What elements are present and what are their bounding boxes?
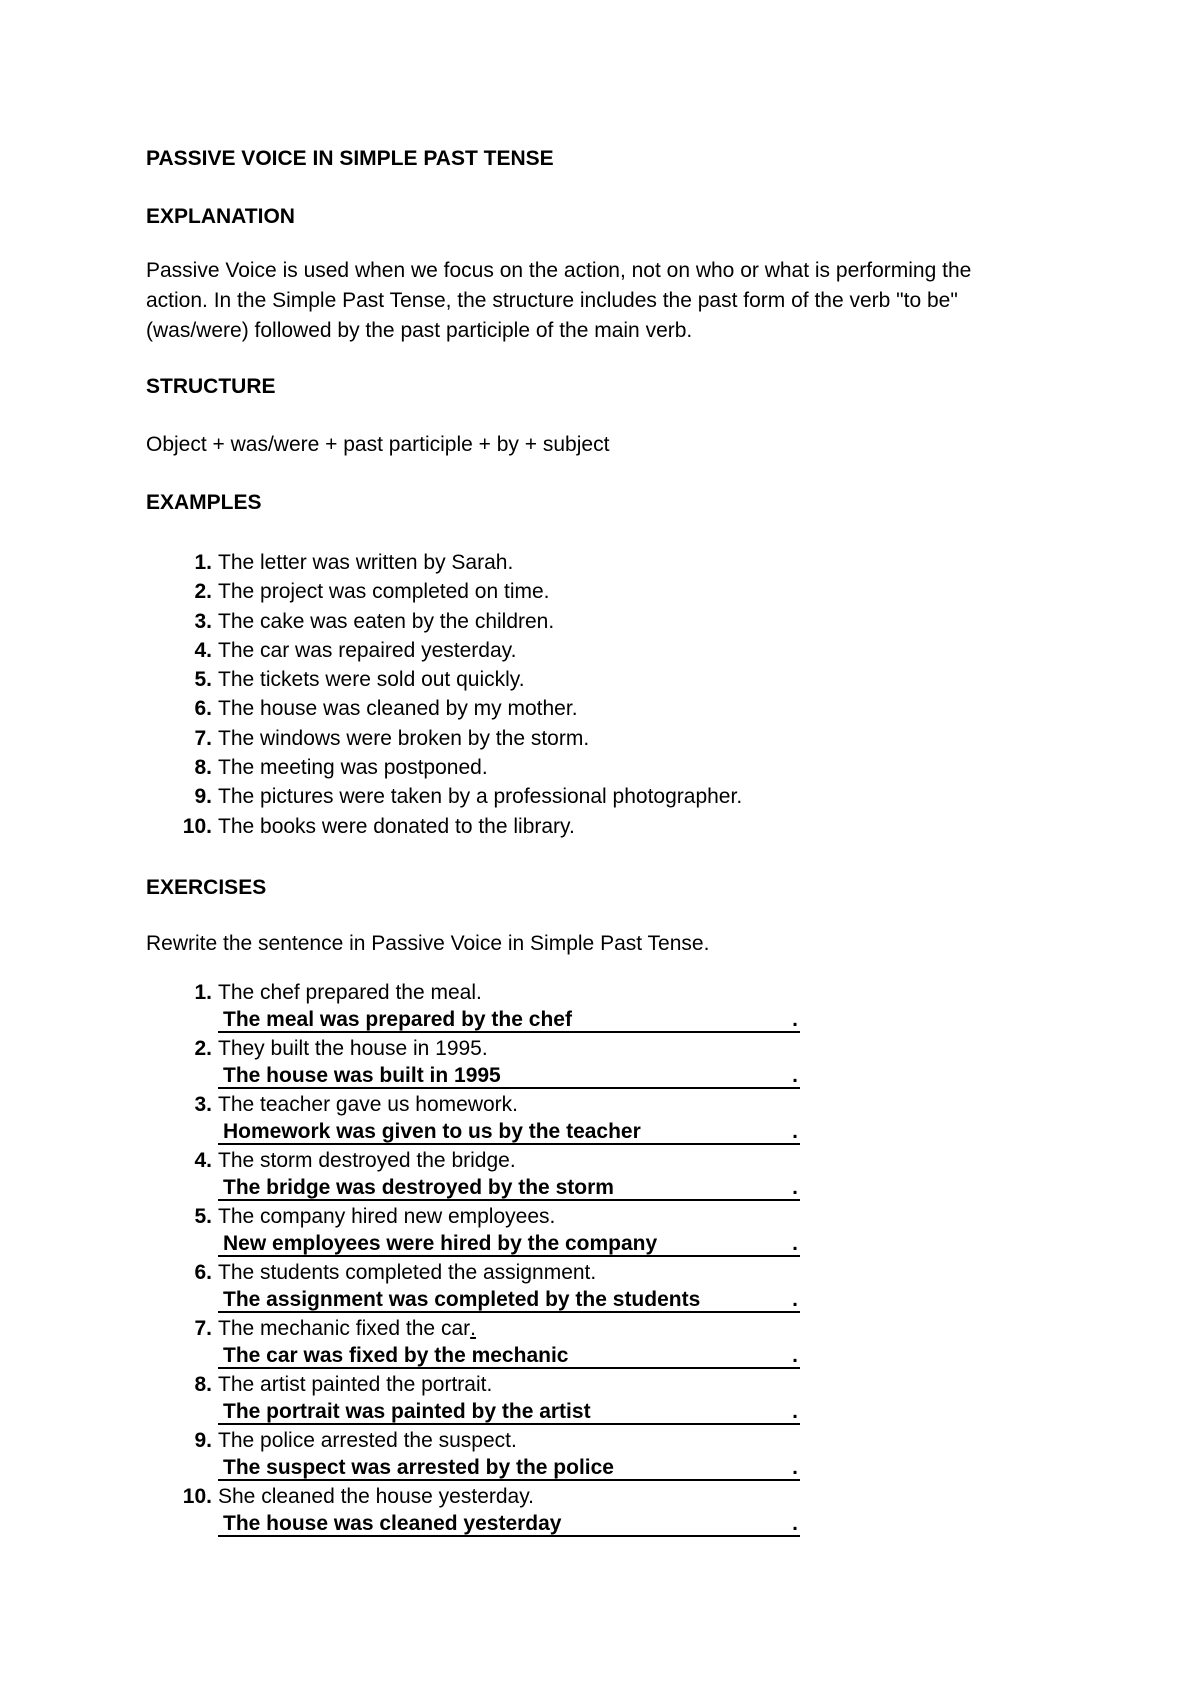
exercise-item xyxy=(146,1427,1080,1483)
answer-period: . xyxy=(792,1063,798,1087)
list-item xyxy=(146,665,1080,694)
item-number: 1. xyxy=(194,551,212,574)
item-text: The house was cleaned by my mother. xyxy=(218,697,578,721)
explanation-line-1: Passive Voice is used when we focus on the action, not on who or what is performing the xyxy=(146,259,972,282)
structure-heading: STRUCTURE xyxy=(146,375,276,398)
exercise-item xyxy=(146,1371,1080,1427)
list-item xyxy=(146,694,1080,723)
answer-period: . xyxy=(792,1399,798,1423)
answer-period: . xyxy=(792,1455,798,1479)
exercise-sentence: The mechanic fixed the car xyxy=(218,1316,471,1340)
structure-formula: Object + was/were + past participle + by + subject xyxy=(146,433,610,456)
exercises-list xyxy=(146,979,1080,1539)
exercise-sentence: The police arrested the suspect. xyxy=(218,1428,517,1452)
item-number: 10. xyxy=(182,814,212,838)
exercise-item xyxy=(146,1091,1080,1147)
answer-text: The assignment was completed by the students xyxy=(223,1287,701,1311)
item-text: The books were donated to the library. xyxy=(218,814,575,838)
exercise-sentence: The teacher gave us homework. xyxy=(218,1092,518,1116)
answer-text: The portrait was painted by the artist xyxy=(223,1399,591,1423)
list-item xyxy=(146,782,1080,811)
item-number: 7. xyxy=(194,726,212,750)
list-item xyxy=(146,548,1080,577)
list-item xyxy=(146,607,1080,636)
answer-blank[interactable] xyxy=(218,1511,800,1537)
item-number: 3. xyxy=(194,609,212,633)
exercises-instruction: Rewrite the sentence in Passive Voice in Simple Past Tense. xyxy=(146,931,710,955)
item-number: 4. xyxy=(194,638,212,662)
answer-period: . xyxy=(792,1231,798,1255)
item-number: 5. xyxy=(194,668,212,692)
item-number: 8. xyxy=(194,756,212,780)
answer-blank[interactable] xyxy=(218,1343,800,1369)
exercise-item xyxy=(146,1035,1080,1091)
answer-blank[interactable] xyxy=(218,1063,800,1089)
answer-blank[interactable] xyxy=(218,1287,800,1313)
exercise-item xyxy=(146,1483,1080,1539)
list-item xyxy=(146,753,1080,782)
exercise-item xyxy=(146,1259,1080,1315)
item-number: 5. xyxy=(194,1204,212,1228)
item-text: The meeting was postponed. xyxy=(218,756,488,780)
answer-blank[interactable] xyxy=(218,1175,800,1201)
item-number: 6. xyxy=(194,1260,212,1284)
exercise-sentence: The company hired new employees. xyxy=(218,1204,556,1228)
answer-text: The suspect was arrested by the police xyxy=(223,1455,614,1479)
explanation-line-3: (was/were) followed by the past participle of the main verb. xyxy=(146,319,693,342)
exercise-sentence: The students completed the assignment. xyxy=(218,1260,597,1284)
item-number: 7. xyxy=(194,1316,212,1340)
item-number: 4. xyxy=(194,1148,212,1172)
item-text: The windows were broken by the storm. xyxy=(218,726,590,750)
item-number: 10. xyxy=(182,1484,212,1508)
list-item xyxy=(146,636,1080,665)
exercise-item xyxy=(146,1315,1080,1371)
item-text: The letter was written by Sarah. xyxy=(218,551,514,574)
exercises-heading: EXERCISES xyxy=(146,875,267,899)
answer-text: The house was built in 1995 xyxy=(223,1063,501,1087)
item-number: 1. xyxy=(194,980,212,1004)
sentence-period: . xyxy=(470,1316,476,1340)
item-text: The cake was eaten by the children. xyxy=(218,609,555,633)
answer-period: . xyxy=(792,1343,798,1367)
exercise-sentence: She cleaned the house yesterday. xyxy=(218,1484,534,1508)
item-number: 2. xyxy=(194,1036,212,1060)
explanation-heading: EXPLANATION xyxy=(146,205,295,228)
answer-text: Homework was given to us by the teacher xyxy=(223,1119,641,1143)
item-number: 9. xyxy=(194,785,212,809)
item-text: The project was completed on time. xyxy=(218,580,550,604)
answer-text: The meal was prepared by the chef xyxy=(223,1007,572,1031)
examples-list xyxy=(146,548,1080,841)
answer-period: . xyxy=(792,1287,798,1311)
answer-blank[interactable] xyxy=(218,1455,800,1481)
answer-blank[interactable] xyxy=(218,1399,800,1425)
item-text: The pictures were taken by a professional photographer. xyxy=(218,785,743,809)
exercise-sentence: The artist painted the portrait. xyxy=(218,1372,493,1396)
exercise-sentence: The storm destroyed the bridge. xyxy=(218,1148,516,1172)
exercise-sentence: They built the house in 1995. xyxy=(218,1036,488,1060)
examples-heading: EXAMPLES xyxy=(146,491,262,514)
answer-text: The car was fixed by the mechanic xyxy=(223,1343,569,1367)
document-title: PASSIVE VOICE IN SIMPLE PAST TENSE xyxy=(146,147,554,170)
answer-text: The bridge was destroyed by the storm xyxy=(223,1175,614,1199)
answer-blank[interactable] xyxy=(218,1007,800,1033)
answer-period: . xyxy=(792,1119,798,1143)
answer-blank[interactable] xyxy=(218,1231,800,1257)
item-text: The tickets were sold out quickly. xyxy=(218,668,525,692)
list-item xyxy=(146,724,1080,753)
exercise-item xyxy=(146,1203,1080,1259)
item-number: 2. xyxy=(194,580,212,604)
explanation-paragraph xyxy=(146,256,1080,346)
answer-text: New employees were hired by the company xyxy=(223,1231,658,1255)
answer-blank[interactable] xyxy=(218,1119,800,1145)
answer-text: The house was cleaned yesterday xyxy=(223,1511,562,1535)
item-number: 8. xyxy=(194,1372,212,1396)
explanation-line-2: action. In the Simple Past Tense, the structure includes the past form of the verb "to be" xyxy=(146,289,958,312)
item-number: 6. xyxy=(194,697,212,721)
list-item xyxy=(146,812,1080,841)
item-number: 3. xyxy=(194,1092,212,1116)
list-item xyxy=(146,577,1080,606)
item-number: 9. xyxy=(194,1428,212,1452)
exercise-item xyxy=(146,979,1080,1035)
answer-period: . xyxy=(792,1007,798,1031)
answer-period: . xyxy=(792,1511,798,1535)
answer-period: . xyxy=(792,1175,798,1199)
exercise-sentence: The chef prepared the meal. xyxy=(218,980,482,1004)
item-text: The car was repaired yesterday. xyxy=(218,638,517,662)
exercise-item xyxy=(146,1147,1080,1203)
